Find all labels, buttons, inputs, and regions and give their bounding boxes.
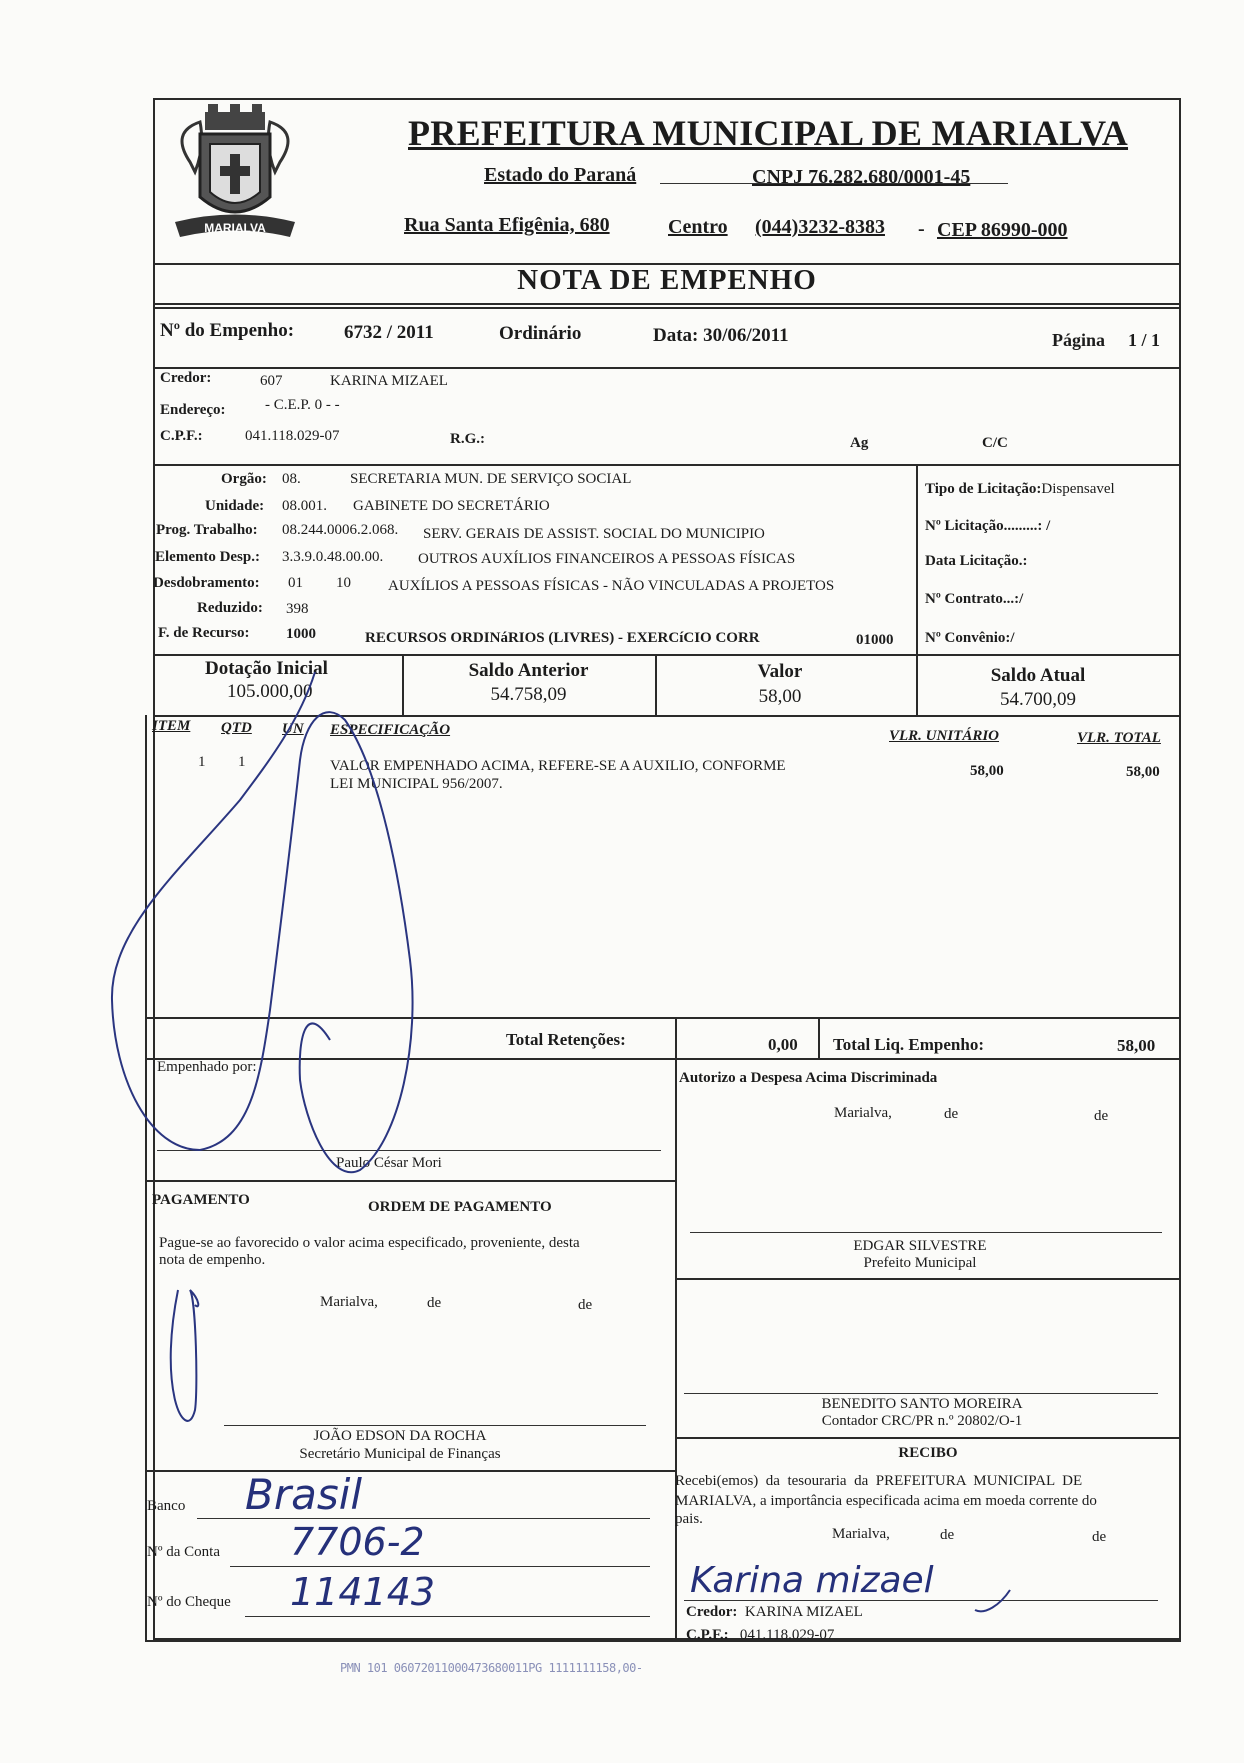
unidade-label: Unidade: <box>205 498 265 514</box>
autorizo-label: Autorizo a Despesa Acima Discriminada <box>679 1070 938 1086</box>
total-liquido-value: 58,00 <box>1117 1036 1156 1055</box>
fonte-name: RECURSOS ORDINáRIOS (LIVRES) - EXERCíCIO CORR <box>365 630 760 646</box>
total-liquido-label: Total Liq. Empenho: <box>833 1035 984 1054</box>
empenho-number: 6732 / 2011 <box>344 322 434 343</box>
row-qtd: 1 <box>238 754 246 770</box>
data-licitacao: Data Licitação.: <box>925 553 1028 569</box>
rg-label: R.G.: <box>450 431 485 447</box>
tipo-licitacao-value: Dispensavel <box>1041 481 1115 497</box>
header-qtd: QTD <box>221 720 252 736</box>
page-number: 1 / 1 <box>1128 330 1161 350</box>
recibo-cpf-value: 041.118.029-07 <box>739 1627 835 1643</box>
recibo-label: RECIBO <box>898 1445 958 1461</box>
empenho-date: Data: 30/06/2011 <box>653 325 789 346</box>
autorizo-city: Marialva, <box>834 1105 892 1121</box>
row-unit-value: 58,00 <box>970 763 1004 779</box>
dotacao-value: 105.000,00 <box>227 681 313 702</box>
saldo-anterior-label: Saldo Anterior <box>468 660 589 681</box>
desdobramento-name: AUXÍLIOS A PESSOAS FÍSICAS - NÃO VINCULADAS A PROJETOS <box>388 578 835 594</box>
unidade-name: GABINETE DO SECRETÁRIO <box>353 498 550 514</box>
address-street: Rua Santa Efigênia, 680 <box>404 214 610 236</box>
recibo-text1: Recebi(emos) da tesouraria da PREFEITURA MUNICIPAL DE <box>675 1473 1083 1489</box>
document-title: NOTA DE EMPENHO <box>517 264 817 296</box>
creditor-address: - C.E.P. 0 - - <box>265 397 340 413</box>
recibo-credor-label: Credor: <box>686 1604 738 1620</box>
header-vlr-unitario: VLR. UNITÁRIO <box>889 728 1000 744</box>
recibo-signature: Karina mizael <box>690 1560 934 1601</box>
pagamento-de2: de <box>578 1297 593 1313</box>
autorizo-de2: de <box>1094 1108 1109 1124</box>
conta-label: Nº da Conta <box>147 1544 220 1560</box>
valor-value: 58,00 <box>758 686 802 707</box>
saldo-anterior-value: 54.758,09 <box>490 684 567 705</box>
desdobramento-label: Desdobramento: <box>153 575 260 591</box>
ordem-pagamento-label: ORDEM DE PAGAMENTO <box>368 1199 552 1215</box>
row-total-value: 58,00 <box>1126 764 1160 780</box>
pagamento-text2: nota de empenho. <box>159 1252 266 1268</box>
creditor-cpf: 041.118.029-07 <box>245 428 340 444</box>
recibo-text2: MARIALVA, a importância especificada acima em moeda corrente do <box>675 1493 1097 1509</box>
fonte-label: F. de Recurso: <box>158 625 250 641</box>
row-item: 1 <box>198 754 206 770</box>
contador-name: BENEDITO SANTO MOREIRA <box>821 1396 1023 1412</box>
desdobramento-code1: 01 <box>288 575 303 591</box>
cnpj: CNPJ 76.282.680/0001-45 <box>752 166 971 188</box>
tipo-licitacao-label: Tipo de Licitação: <box>925 481 1042 497</box>
page-label: Página <box>1052 330 1106 350</box>
cheque-label: Nº do Cheque <box>147 1594 231 1610</box>
creditor-code: 607 <box>260 373 283 389</box>
recibo-de2: de <box>1092 1529 1107 1545</box>
empenhado-label: Empenhado por: <box>157 1059 257 1075</box>
address-label: Endereço: <box>160 402 226 418</box>
footer-code: PMN 101 06072011000473680011PG 1111111158,00- <box>340 1661 643 1675</box>
contrato-number: Nº Contrato...:/ <box>925 591 1024 607</box>
cheque-handwritten: 114143 <box>290 1570 436 1614</box>
municipality-title: PREFEITURA MUNICIPAL DE MARIALVA <box>408 113 1129 153</box>
empenho-type: Ordinário <box>499 323 582 344</box>
ag-label: Ag <box>850 435 869 451</box>
convenio-number: Nº Convênio:/ <box>925 630 1015 646</box>
recibo-credor-name: KARINA MIZAEL <box>744 1604 863 1620</box>
reduzido-label: Reduzido: <box>197 600 263 616</box>
recibo-de1: de <box>940 1527 955 1543</box>
address-separator: - <box>918 218 925 240</box>
header-especificacao: ESPECIFICAÇÃO <box>330 722 451 738</box>
prefeito-name: EDGAR SILVESTRE <box>853 1238 987 1254</box>
conta-handwritten: 7706-2 <box>290 1520 425 1564</box>
orgao-code: 08. <box>282 471 301 487</box>
pagamento-de1: de <box>427 1295 442 1311</box>
elemento-code: 3.3.9.0.48.00.00. <box>282 549 384 565</box>
seal-text: MARIALVA <box>204 221 266 235</box>
saldo-atual-label: Saldo Atual <box>990 665 1086 686</box>
orgao-name: SECRETARIA MUN. DE SERVIÇO SOCIAL <box>350 471 632 487</box>
cep: CEP 86990-000 <box>937 219 1068 241</box>
row-spec-line1: VALOR EMPENHADO ACIMA, REFERE-SE A AUXILIO, CONFORME <box>330 758 786 774</box>
pagamento-label: PAGAMENTO <box>152 1192 250 1208</box>
licitacao-number: Nº Licitação.........: / <box>925 518 1051 534</box>
fonte-code2: 01000 <box>856 632 894 648</box>
total-retencoes-label: Total Retenções: <box>506 1030 626 1049</box>
reduzido-value: 398 <box>286 601 309 617</box>
header-item: ITEM <box>152 718 191 734</box>
prog-name: SERV. GERAIS DE ASSIST. SOCIAL DO MUNICIPIO <box>423 526 765 542</box>
state-name: Estado do Paraná <box>484 164 637 186</box>
recibo-text3: pais. <box>675 1511 703 1527</box>
dotacao-label: Dotação Inicial <box>205 658 328 679</box>
recibo-cpf-label: C.P.F.: <box>686 1627 729 1643</box>
elemento-label: Elemento Desp.: <box>155 549 260 565</box>
phone: (044)3232-8383 <box>755 216 885 238</box>
prog-code: 08.244.0006.2.068. <box>282 522 399 538</box>
header-un: UN <box>282 721 304 737</box>
unidade-code: 08.001. <box>282 498 327 514</box>
valor-label: Valor <box>757 661 803 682</box>
empenho-number-label: Nº do Empenho: <box>160 320 295 341</box>
secretario-role: Secretário Municipal de Finanças <box>299 1446 501 1462</box>
prefeito-role: Prefeito Municipal <box>863 1255 977 1271</box>
elemento-name: OUTROS AUXÍLIOS FINANCEIROS A PESSOAS FÍSICAS <box>418 551 796 567</box>
desdobramento-code2: 10 <box>336 575 351 591</box>
row-spec-line2: LEI MUNICIPAL 956/2007. <box>330 776 503 792</box>
creditor-label: Credor: <box>160 370 212 386</box>
banco-label: Banco <box>147 1498 186 1514</box>
cc-label: C/C <box>982 435 1008 451</box>
fonte-code: 1000 <box>286 626 316 642</box>
total-retencoes-value: 0,00 <box>768 1035 798 1054</box>
saldo-atual-value: 54.700,09 <box>1000 689 1076 710</box>
creditor-name: KARINA MIZAEL <box>330 373 448 389</box>
banco-handwritten: Brasil <box>245 1470 363 1519</box>
secretario-name: JOÃO EDSON DA ROCHA <box>313 1428 487 1444</box>
recibo-city: Marialva, <box>832 1526 890 1542</box>
autorizo-de1: de <box>944 1106 959 1122</box>
pagamento-text1: Pague-se ao favorecido o valor acima especificado, proveniente, desta <box>159 1235 580 1251</box>
prog-label: Prog. Trabalho: <box>156 522 258 538</box>
pagamento-city: Marialva, <box>320 1294 378 1310</box>
header-vlr-total: VLR. TOTAL <box>1077 730 1161 746</box>
cpf-label: C.P.F.: <box>160 428 203 444</box>
orgao-label: Orgão: <box>221 471 267 487</box>
contador-role: Contador CRC/PR n.º 20802/O-1 <box>821 1413 1023 1429</box>
address-district: Centro <box>668 216 728 238</box>
empenhado-name: Paulo César Mori <box>336 1155 442 1171</box>
